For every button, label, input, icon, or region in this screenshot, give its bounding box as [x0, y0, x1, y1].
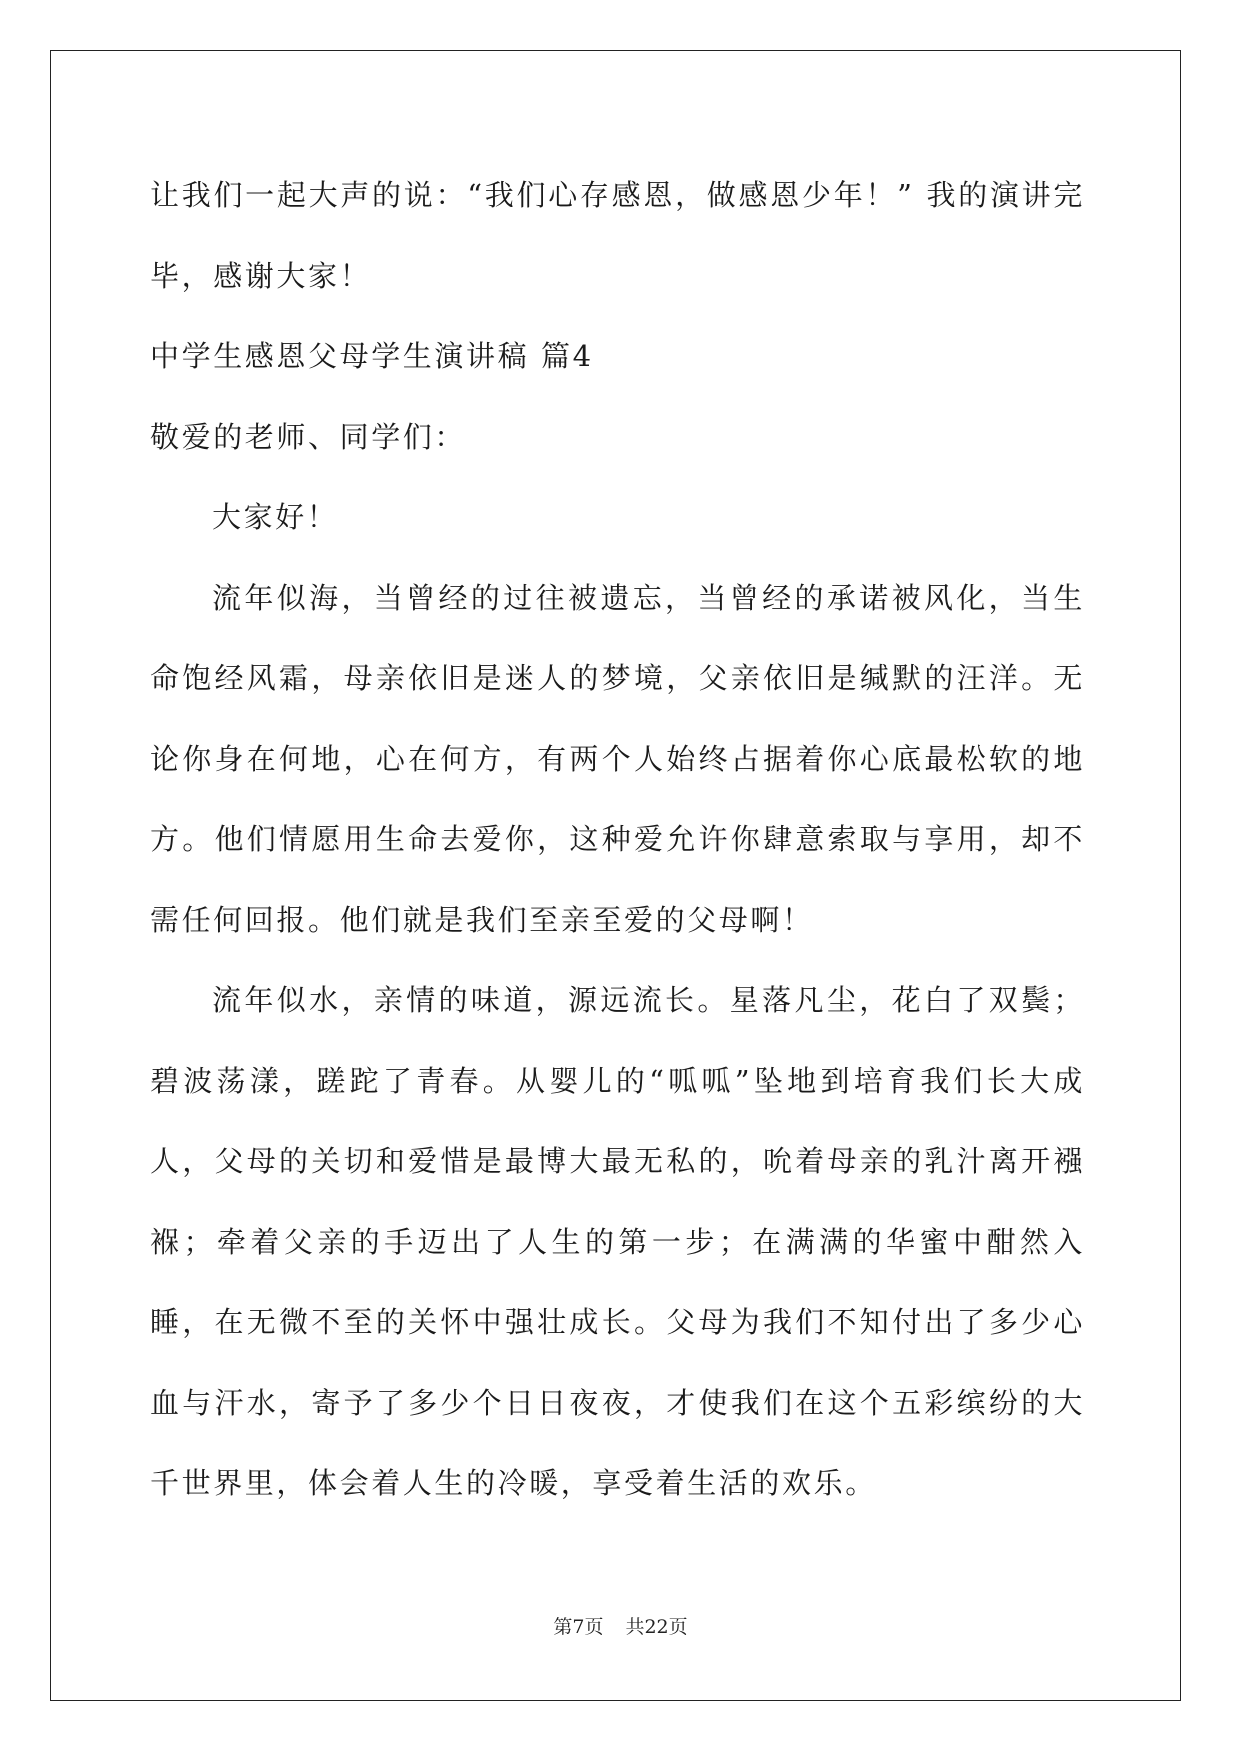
greeting: 大家好！	[212, 500, 339, 534]
section-title: 中学生感恩父母学生演讲稿 篇4	[150, 339, 594, 373]
body-paragraph: 流年似海，当曾经的过往被遗忘，当曾经的承诺被风化，当生命饱经风霜，母亲依旧是迷人的梦境，父亲依旧是缄默的汪洋。无论你身在何地，心在何方，有两个人始终占据着你心底最松软的地方。他们情愿用生命去爱你，这种爱允许你肆意索取与享用，却不需任何回报。他们就是我们至亲至爱的父母啊！	[150, 580, 1085, 937]
salutation: 敬爱的老师、同学们：	[150, 419, 467, 454]
document-body	[150, 155, 1085, 1524]
closing-paragraph: 让我们一起大声的说：“我们心存感恩，做感恩少年！” 我的演讲完毕，感谢大家！	[150, 178, 1085, 293]
page-footer	[0, 1612, 1241, 1639]
body-paragraph: 流年似水，亲情的味道，源远流长。星落凡尘，花白了双鬓；碧波荡漾，蹉跎了青春。从婴儿的“呱呱”坠地到培育我们长大成人，父母的关切和爱惜是最博大最无私的，吮着母亲的乳汁离开襁褓；牵着父亲的手迈出了人生的第一步；在满满的华蜜中酣然入睡，在无微不至的关怀中强壮成长。父母为我们不知付出了多少心血与汗水，寄予了多少个日日夜夜，才使我们在这个五彩缤纷的大千世界里，体会着人生的冷暖，享受着生活的欢乐。	[150, 983, 1085, 1500]
page-number: 第7页	[553, 1616, 604, 1638]
page-total: 共22页	[625, 1616, 688, 1638]
